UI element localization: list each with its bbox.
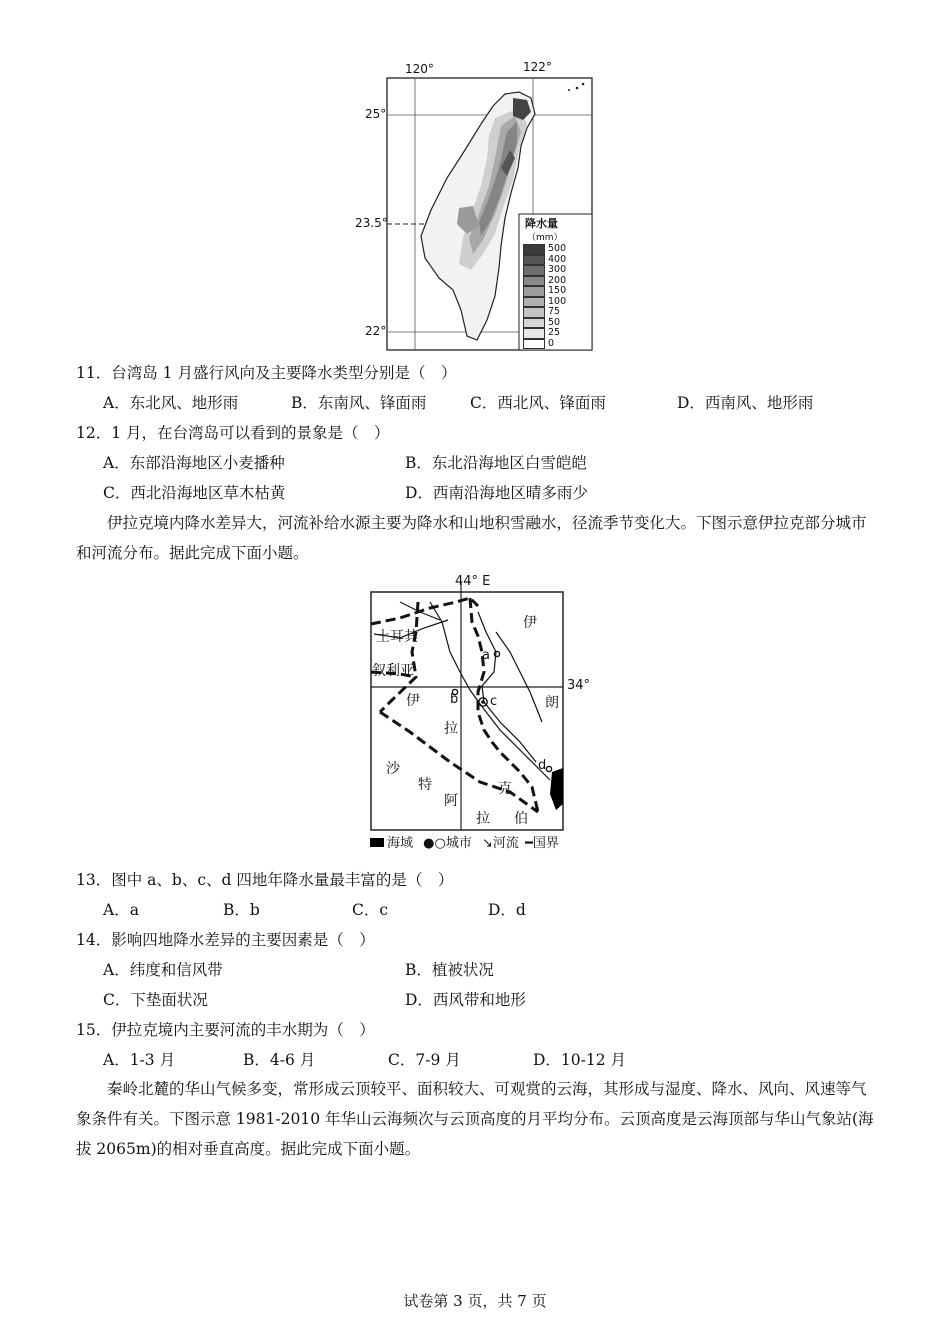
lon-label-120: 120° [405,62,434,76]
question-12-option-d[interactable]: D．西南沿海地区晴多雨少 [405,484,588,502]
label-iraq-2: 拉 [444,721,458,737]
question-11-option-c[interactable]: C．西北风、锋面雨 [470,394,606,412]
legend-swatch [523,307,545,318]
legend-border-symbol: ━ [525,836,533,851]
question-15-option-b[interactable]: B．4-6 月 [243,1051,316,1069]
question-13-option-d[interactable]: D．d [488,901,526,919]
question-15-option-a[interactable]: A．1-3 月 [103,1051,176,1069]
question-13-option-a[interactable]: A．a [103,901,139,919]
question-14-option-d[interactable]: D．西风带和地形 [405,991,526,1009]
iraq-map-legend [370,832,559,851]
page-footer: 试卷第 3 页，共 7 页 [403,1292,547,1310]
label-saudi-5: 伯 [514,811,528,827]
question-12-stem: 12．1 月，在台湾岛可以看到的景象是（ ） [76,424,390,442]
question-14-option-a[interactable]: A．纬度和信风带 [103,961,223,979]
label-iraq-1: 伊 [406,693,420,709]
legend-value: 25 [548,327,561,339]
label-iran-2: 朗 [545,695,559,711]
question-14-stem: 14．影响四地降水差异的主要因素是（ ） [76,931,375,949]
point-d-label: d [538,758,547,773]
legend-title: 降水量 [525,217,558,230]
legend-sea-swatch [370,838,384,847]
question-12-option-a[interactable]: A．东部沿海地区小麦播种 [103,454,285,472]
legend-row [523,307,566,318]
legend-value: 200 [548,274,567,286]
label-iran-1: 伊 [523,615,537,631]
passage-huashan: 秦岭北麓的华山气候多变，常形成云顶较平、面积较大、可观赏的云海，其形成与湿度、降水、风向、风速等气象条件有关。下图示意 1981-2010 年华山云海频次与云顶高度的月平均分布。云顶高度是云海顶部与华山气象站(海拔 2065m)的相对垂直高度。据此完成下面小题。 [76,1080,874,1158]
question-13-option-c[interactable]: C．c [352,901,389,919]
question-15-option-c[interactable]: C．7-9 月 [388,1051,461,1069]
legend-value: 50 [548,316,561,328]
iraq-map [360,572,600,852]
question-11-option-a[interactable]: A．东北风、地形雨 [103,394,239,412]
label-saudi-1: 沙 [386,761,400,777]
legend-row [523,339,566,350]
legend-row [523,286,566,297]
question-14-option-b[interactable]: B．植被状况 [405,961,494,979]
legend-unit: （mm） [527,233,563,243]
legend-sea-label: 海域 [387,836,414,851]
legend-city-label: 城市 [445,836,472,851]
lat-label-34: 34° [567,678,591,693]
legend-row [523,265,566,276]
lon-label-122: 122° [523,60,552,74]
question-15-option-d[interactable]: D．10-12 月 [533,1051,627,1069]
legend-swatch [523,276,545,287]
legend-row [523,328,566,339]
point-a-label: a [482,648,490,663]
point-c-label: c [490,694,498,709]
legend-swatch [523,318,545,329]
legend-value: 500 [548,243,567,255]
legend-river-label: 河流 [492,836,519,851]
taiwan-precipitation-map [355,58,600,358]
label-saudi-3: 阿 [444,793,458,809]
legend-city-symbol: ●○ [423,836,446,851]
question-15-stem: 15．伊拉克境内主要河流的丰水期为（ ） [76,1021,375,1039]
lat-label-22: 22° [365,324,387,338]
lon-label-44e: 44° E [455,574,491,589]
legend-value: 75 [548,306,561,318]
question-12-option-c[interactable]: C．西北沿海地区草木枯黄 [103,484,286,502]
question-11-option-b[interactable]: B．东南风、锋面雨 [291,394,427,412]
legend-river-symbol: ↘ [482,836,493,851]
label-iraq-3: 克 [498,781,512,797]
legend-value: 0 [548,337,555,349]
legend-swatch [523,255,545,266]
legend-value: 150 [548,285,567,297]
legend-swatch [523,339,545,350]
legend-swatch [523,265,545,276]
question-11-stem: 11．台湾岛 1 月盛行风向及主要降水类型分别是（ ） [76,364,457,382]
legend-row [523,244,566,255]
legend-swatch [523,286,545,297]
point-b-label: b [450,692,459,707]
legend-swatch [523,328,545,339]
legend-value: 300 [548,264,567,276]
legend-value: 100 [548,295,567,307]
label-turkey: 土耳其 [376,629,418,645]
label-saudi-4: 拉 [476,811,490,827]
question-14-option-c[interactable]: C．下垫面状况 [103,991,208,1009]
question-13-stem: 13．图中 a、b、c、d 四地年降水量最丰富的是（ ） [76,871,454,889]
legend-swatch [523,297,545,308]
precipitation-legend [523,244,566,349]
legend-value: 400 [548,253,567,265]
legend-swatch [523,244,545,255]
label-saudi-2: 特 [418,777,432,793]
legend-border-label: 国界 [532,836,559,851]
lat-label-25: 25° [365,107,387,121]
lat-label-23-5: 23.5° [355,216,388,230]
passage-iraq: 伊拉克境内降水差异大，河流补给水源主要为降水和山地积雪融水，径流季节变化大。下图示意伊拉克部分城市和河流分布。据此完成下面小题。 [76,514,867,562]
question-13-option-b[interactable]: B．b [223,901,260,919]
label-syria: 叙利亚 [372,663,414,679]
question-12-option-b[interactable]: B．东北沿海地区白雪皑皑 [405,454,587,472]
question-11-option-d[interactable]: D．西南风、地形雨 [677,394,814,412]
